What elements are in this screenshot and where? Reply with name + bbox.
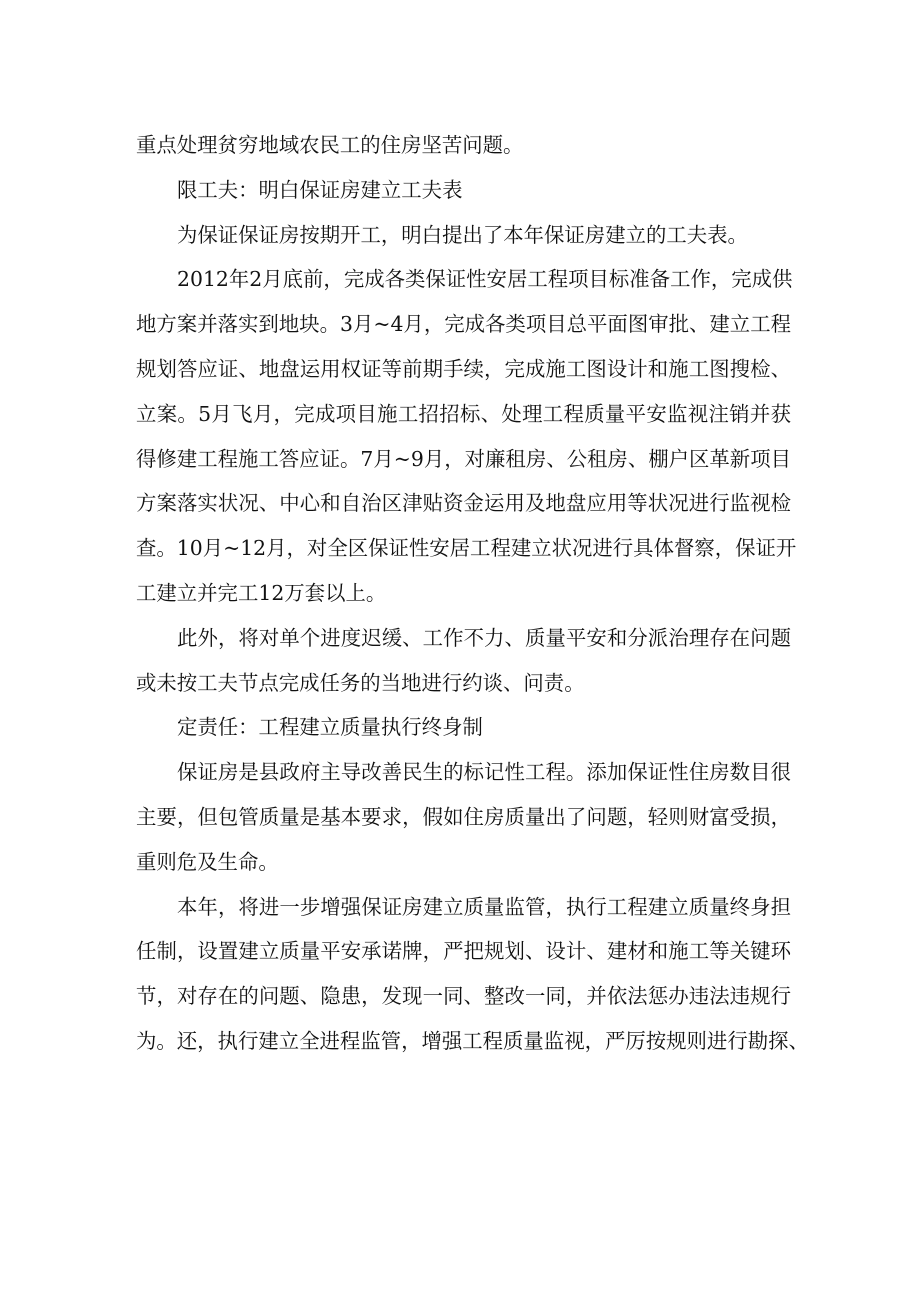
text-line: 地方案并落实到地块。3月~4月，完成各类项目总平面图审批、建立工程 — [136, 312, 791, 337]
section-heading-time-limit: 限工夫：明白保证房建立工夫表 — [177, 177, 463, 202]
text-line: 工建立并完工12万套以上。 — [136, 580, 387, 605]
text-line: 立案。5月飞月，完成项目施工招招标、处理工程质量平安监视注销并获 — [136, 401, 791, 426]
text-line: 节，对存在的问题、隐患，发现一同、整改一同，并依法惩办违法违规行 — [136, 984, 791, 1009]
text-line: 方案落实状况、中心和自治区津贴资金运用及地盘应用等状况进行监视检 — [136, 491, 791, 516]
text-line: 2012年2月底前，完成各类保证性安居工程项目标准备工作，完成供 — [177, 267, 793, 292]
text-line: 本年，将进一步增强保证房建立质量监管，执行工程建立质量终身担 — [177, 894, 791, 919]
text-line: 保证房是县政府主导改善民生的标记性工程。添加保证性住房数目很 — [177, 760, 791, 785]
text-line: 得修建工程施工答应证。7月~9月，对廉租房、公租房、棚户区革新项目 — [136, 446, 791, 471]
text-line: 查。10月~12月，对全区保证性安居工程建立状况进行具体督察，保证开 — [136, 536, 797, 561]
text-line: 主要，但包管质量是基本要求，假如住房质量出了问题，轻则财富受损， — [136, 804, 791, 829]
text-line: 规划答应证、地盘运用权证等前期手续，完成施工图设计和施工图搜检、 — [136, 356, 791, 381]
document-body — [136, 123, 809, 1064]
text-line: 重点处理贫穷地域农民工的住房坚苦问题。 — [136, 133, 524, 157]
section-heading-responsibility: 定责任：工程建立质量执行终身制 — [177, 715, 483, 740]
text-line: 为保证保证房按期开工，明白提出了本年保证房建立的工夫表。 — [177, 222, 748, 247]
text-line: 或未按工夫节点完成任务的当地进行约谈、问责。 — [136, 670, 585, 695]
text-line: 任制，设置建立质量平安承诺牌，严把规划、设计、建材和施工等关键环 — [136, 939, 791, 964]
text-line: 为。还，执行建立全进程监管，增强工程质量监视，严厉按规则进行勘探、 — [136, 1028, 809, 1053]
text-line: 重则危及生命。 — [136, 849, 279, 874]
text-line: 此外，将对单个进度迟缓、工作不力、质量平安和分派治理存在问题 — [177, 625, 791, 650]
